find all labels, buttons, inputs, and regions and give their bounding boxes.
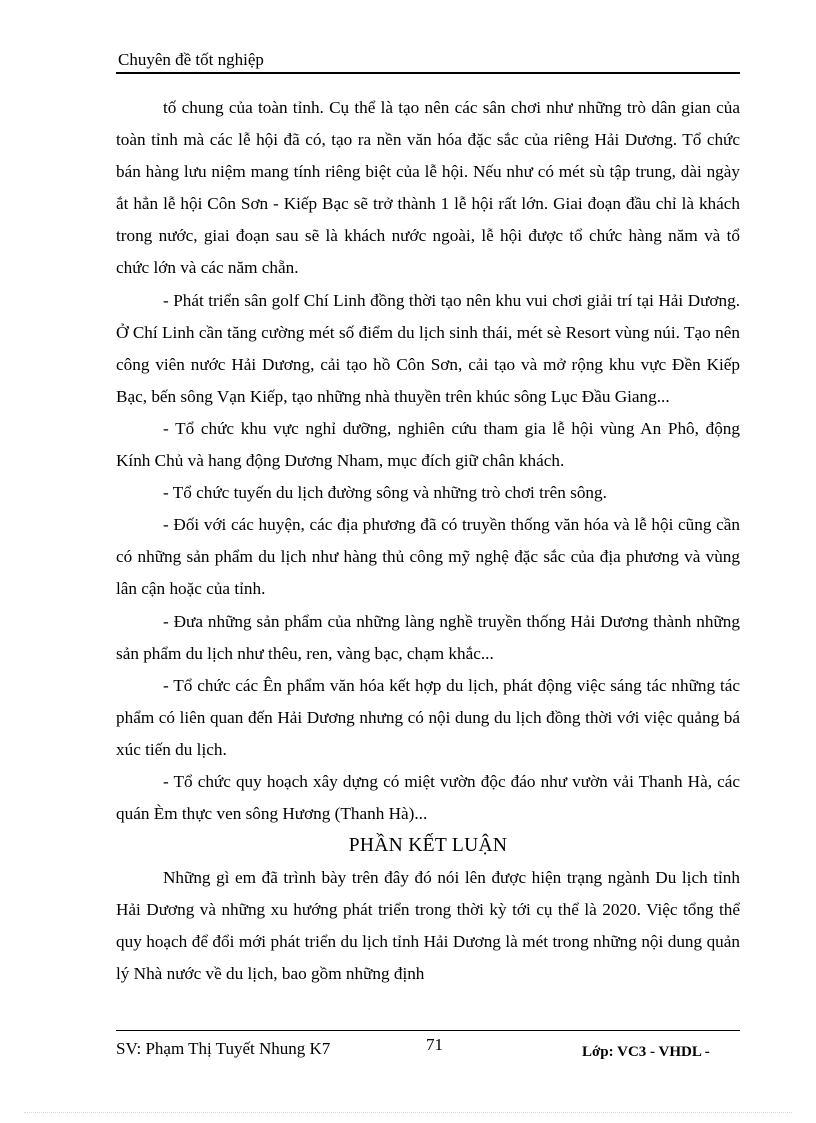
paragraph-conclusion: Những gì em đã trình bày trên đây đó nói lên được hiện trạng ngành Du lịch tỉnh Hải Dương và những xu hướng phát triển trong thời kỳ tới cụ thể là 2020. Việc tổng thể quy hoạch để đổi mới phát triển du lịch tỉnh Hải Dương là mét trong những nội dung quản lý Nhà nước về du lịch, bao gồm những định bbox=[116, 868, 740, 984]
class-label: Lớp: bbox=[582, 1044, 614, 1060]
paragraph-orchards: - Tổ chức quy hoạch xây dựng có miệt vườn độc đáo như vườn vải Thanh Hà, các quán Èm thực ven sông Hương (Thanh Hà)... bbox=[116, 771, 740, 824]
paragraph-districts: - Đối với các huyện, các địa phương đã có truyền thống văn hóa và lễ hội cũng cần có những sản phẩm du lịch như hàng thủ công mỹ nghệ đặc sắc của địa phương và vùng lân cận hoặc của tỉnh. bbox=[116, 515, 740, 599]
page-number: 71 bbox=[426, 1035, 443, 1054]
paragraph-resort: - Tổ chức khu vực nghỉ dưỡng, nghiên cứu tham gia lễ hội vùng An Phô, động Kính Chủ và hang động Dương Nham, mục đích giữ chân khách. bbox=[116, 418, 740, 471]
page-edge-divider bbox=[24, 1112, 792, 1113]
body-text bbox=[116, 92, 740, 991]
paragraph-river-tour: - Tổ chức tuyến du lịch đường sông và những trò chơi trên sông. bbox=[163, 483, 607, 503]
paragraph-publications: - Tổ chức các Ên phẩm văn hóa kết hợp du lịch, phát động việc sáng tác những tác phẩm có liên quan đến Hải Dương nhưng có nội dung du lịch đồng thời với việc quảng bá xúc tiến du lịch. bbox=[116, 675, 740, 759]
class-value: VC3 - VHDL - bbox=[617, 1044, 710, 1060]
paragraph-craft-villages: - Đưa những sản phẩm của những làng nghề truyền thống Hải Dương thành những sản phẩm du lịch như thêu, ren, vàng bạc, chạm khắc... bbox=[116, 611, 740, 663]
footer-class bbox=[582, 1043, 710, 1062]
page-header bbox=[116, 48, 740, 74]
footer-author: SV: Phạm Thị Tuyết Nhung K7 bbox=[116, 1039, 331, 1058]
paragraph-golf: - Phát triển sân golf Chí Linh đồng thời tạo nên khu vui chơi giải trí tại Hải Dương. Ở Chí Linh cần tăng cường mét số điểm du lịch sinh thái, mét sè Resort vùng núi. Tạo nên công viên nước Hải Dương, cải tạo hồ Côn Sơn, cải tạo và mở rộng khu vực Đền Kiếp Bạc, bến sông Vạn Kiếp, tạo những nhà thuyền trên khúc sông Lục Đầu Giang... bbox=[116, 290, 740, 406]
page-footer bbox=[116, 1030, 740, 1111]
paragraph-continuation: tố chung của toàn tỉnh. Cụ thể là tạo nên các sân chơi như những trò dân gian của toàn tỉnh mà các lễ hội đã có, tạo ra nền văn hóa đặc sắc của riêng Hải Dương. Tổ chức bán hàng lưu niệm mang tính riêng biệt của lễ hội. Nếu như có mét sù tập trung, dài ngày ắt hẳn lễ hội Côn Sơn - Kiếp Bạc sẽ trở thành 1 lễ hội rất lớn. Giai đoạn đầu chỉ là khách trong nước, giai đoạn sau sẽ là khách nước ngoài, lễ hội được tổ chức hàng năm và tổ chức lớn và các năm chẵn. bbox=[116, 98, 740, 278]
section-title: PHẦN KẾT LUẬN bbox=[348, 835, 508, 857]
header-title: Chuyên đề tốt nghiệp bbox=[118, 50, 264, 69]
